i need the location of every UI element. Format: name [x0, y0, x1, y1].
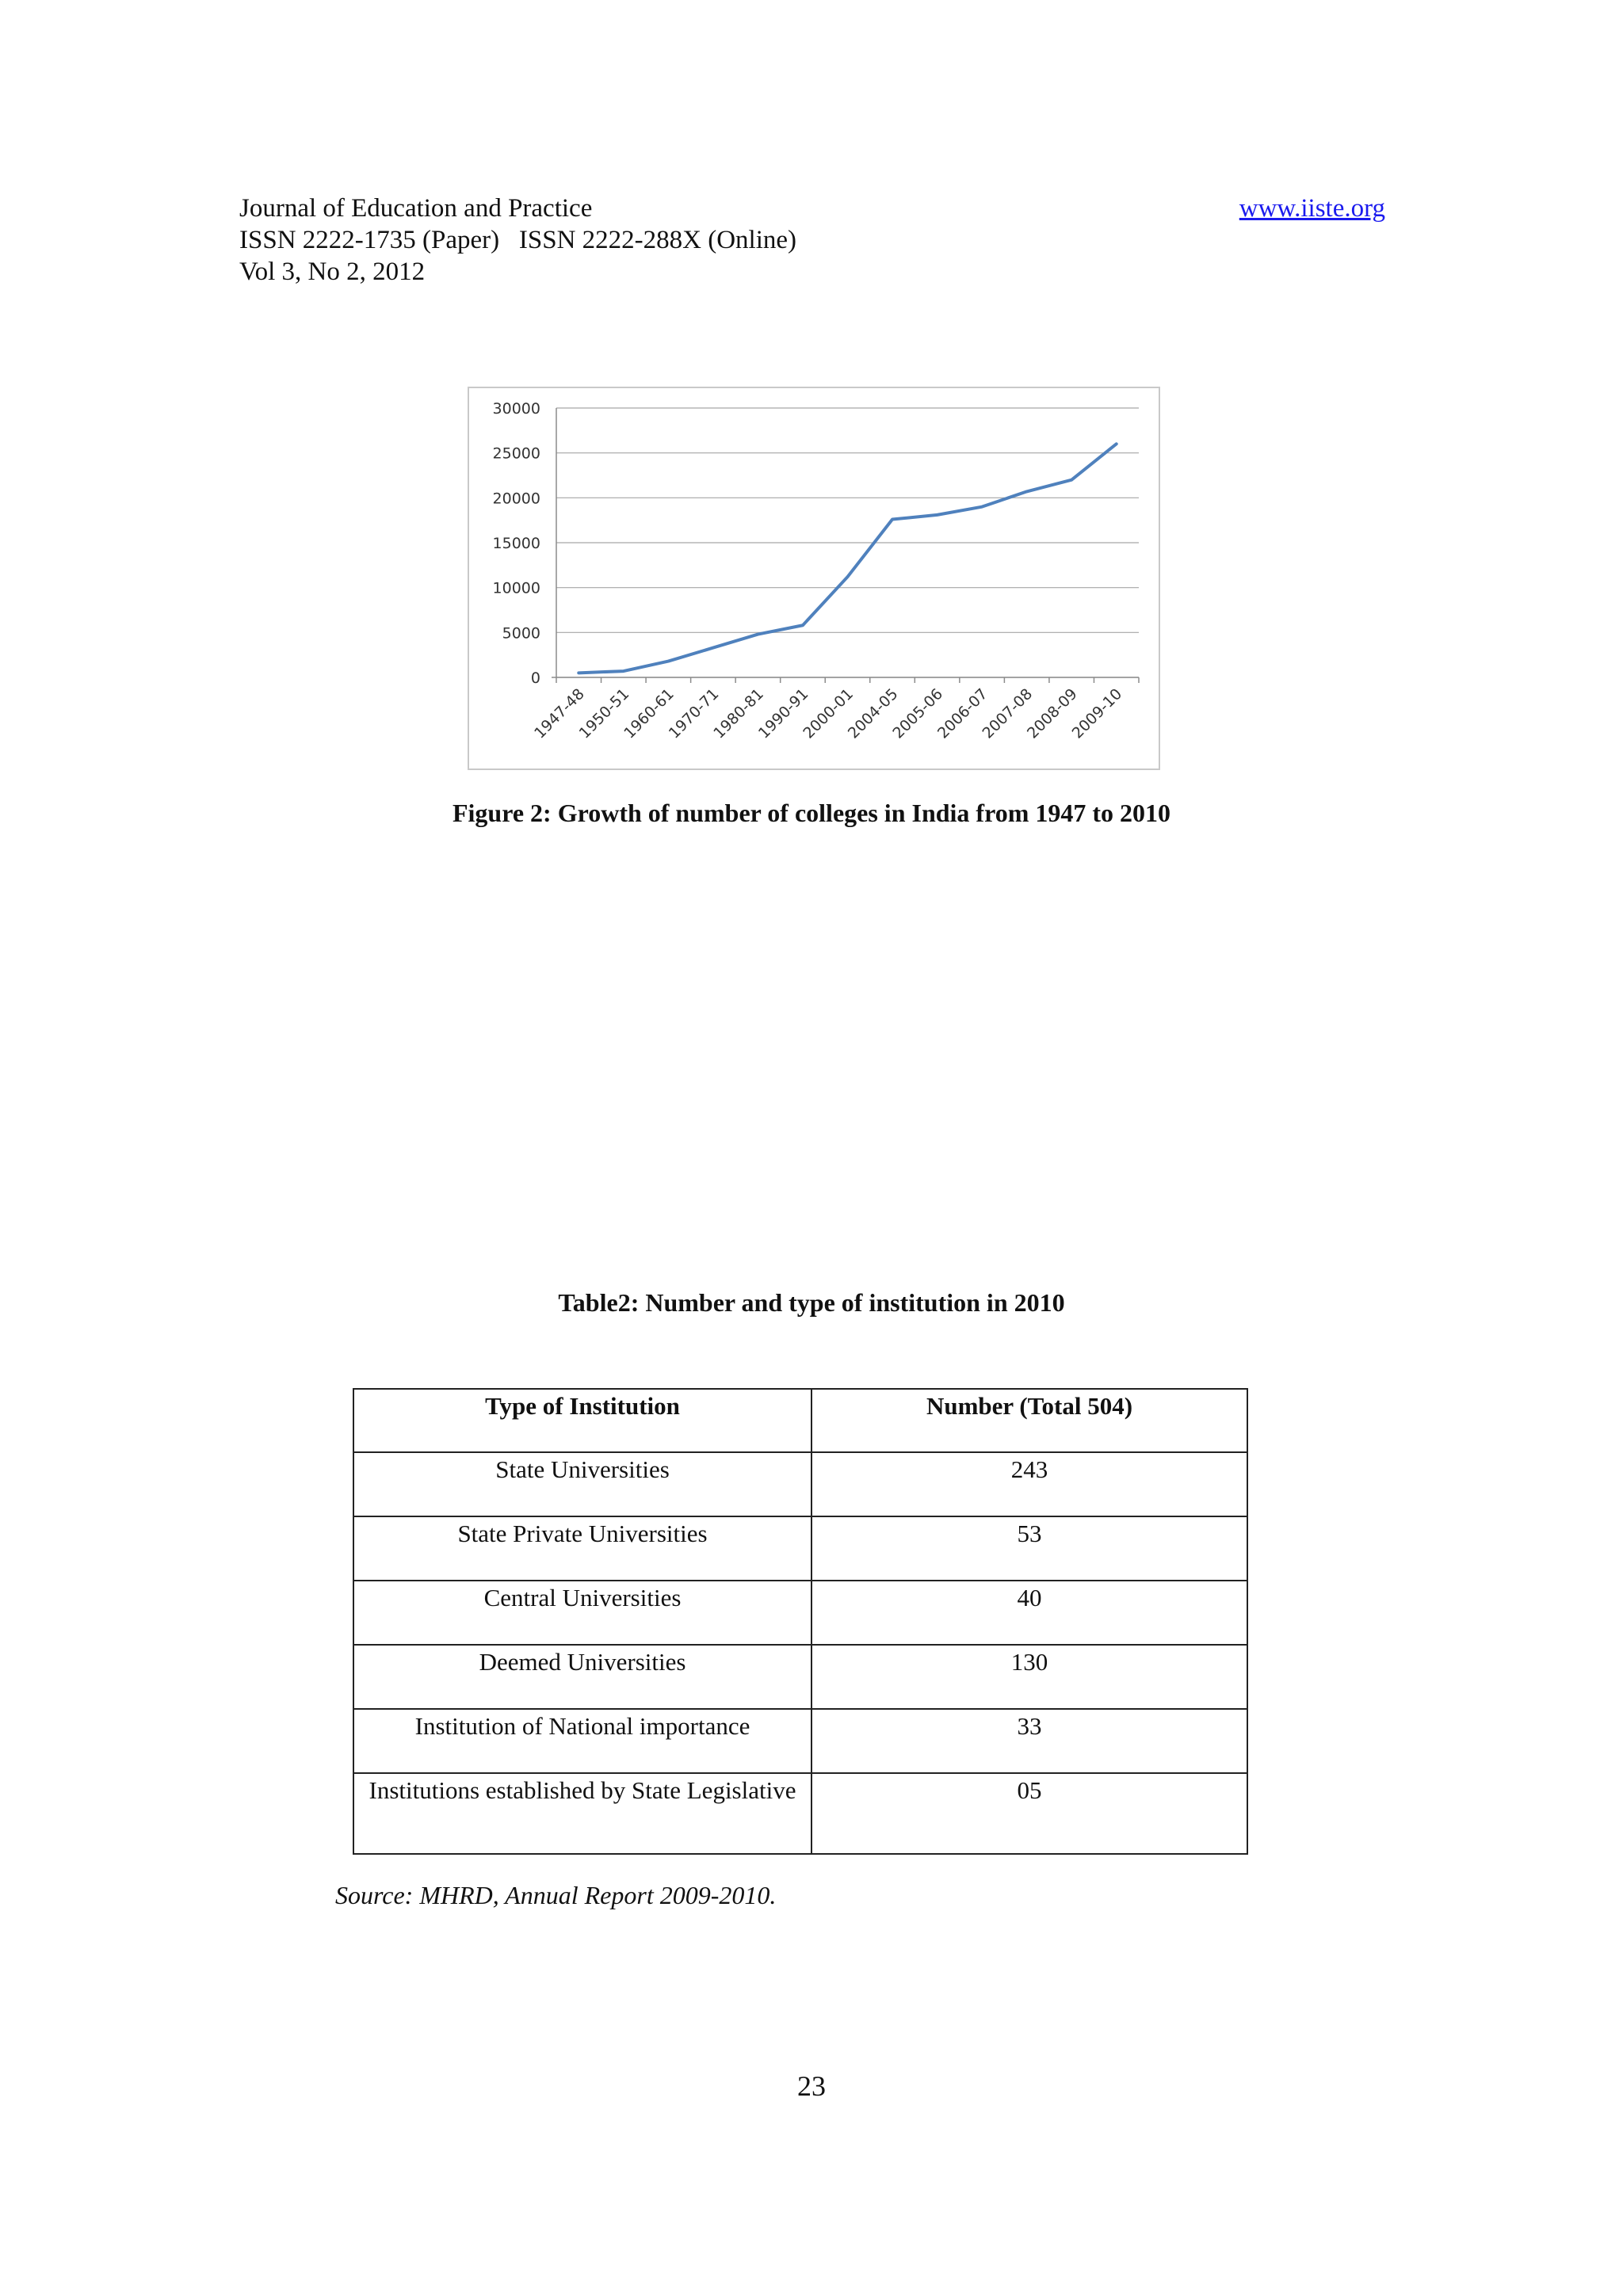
issn-line: ISSN 2222-1735 (Paper) ISSN 2222-288X (Online) [239, 226, 797, 254]
line-chart [469, 388, 1159, 769]
volume-line: Vol 3, No 2, 2012 [239, 257, 426, 286]
x-tick-label: 1947-48 [531, 685, 588, 742]
y-tick-label: 10000 [492, 579, 540, 597]
source-note: Source: MHRD, Annual Report 2009-2010. [335, 1881, 777, 1909]
x-tick-label: 1990-91 [754, 685, 812, 742]
table-row [353, 1645, 1247, 1709]
journal-header [239, 193, 796, 288]
y-tick-label: 15000 [492, 535, 540, 552]
page-number: 23 [797, 2070, 826, 2102]
institution-type-cell: Central Universities [353, 1581, 812, 1645]
series-line [579, 444, 1116, 673]
institution-count-cell: 40 [812, 1581, 1247, 1645]
table-header-row [353, 1389, 1247, 1452]
growth-chart [468, 387, 1160, 770]
institution-count-cell: 05 [812, 1773, 1247, 1854]
x-tick-label: 1950-51 [575, 685, 633, 742]
institution-type-cell: Institutions established by State Legislative [353, 1773, 812, 1854]
y-tick-label: 30000 [492, 400, 540, 418]
y-tick-label: 20000 [492, 490, 540, 508]
journal-title: Journal of Education and Practice [239, 194, 593, 223]
column-header-number: Number (Total 504) [812, 1389, 1247, 1452]
table-row [353, 1773, 1247, 1854]
y-tick-label: 5000 [502, 624, 540, 643]
x-tick-label: 2004-05 [844, 685, 902, 742]
institution-type-cell: State Universities [353, 1452, 812, 1516]
x-tick-label: 1960-61 [621, 685, 678, 742]
institution-type-cell: Deemed Universities [353, 1645, 812, 1709]
institution-count-cell: 130 [812, 1645, 1247, 1709]
institution-count-cell: 33 [812, 1709, 1247, 1773]
table-row [353, 1452, 1247, 1516]
table-row [353, 1516, 1247, 1581]
table-row [353, 1709, 1247, 1773]
institution-count-cell: 243 [812, 1452, 1247, 1516]
x-tick-label: 2006-07 [934, 685, 991, 742]
institution-count-cell: 53 [812, 1516, 1247, 1581]
institution-type-cell: State Private Universities [353, 1516, 812, 1581]
x-tick-label: 2009-10 [1068, 685, 1126, 742]
institution-table [353, 1388, 1248, 1855]
table-row [353, 1581, 1247, 1645]
figure-caption: Figure 2: Growth of number of colleges in India from 1947 to 2010 [452, 799, 1171, 827]
website-link[interactable]: www.iiste.org [1239, 194, 1385, 223]
y-tick-label: 0 [530, 669, 540, 687]
x-tick-label: 2005-06 [889, 685, 947, 742]
x-tick-label: 2000-01 [800, 685, 857, 742]
x-tick-label: 1980-81 [710, 685, 767, 742]
x-tick-label: 1970-71 [665, 685, 723, 742]
y-tick-label: 25000 [492, 444, 540, 463]
x-tick-label: 2008-09 [1024, 685, 1081, 742]
column-header-type: Type of Institution [353, 1389, 812, 1452]
x-tick-label: 2007-08 [979, 685, 1037, 742]
institution-type-cell: Institution of National importance [353, 1709, 812, 1773]
table-caption: Table2: Number and type of institution in 2010 [558, 1288, 1065, 1317]
